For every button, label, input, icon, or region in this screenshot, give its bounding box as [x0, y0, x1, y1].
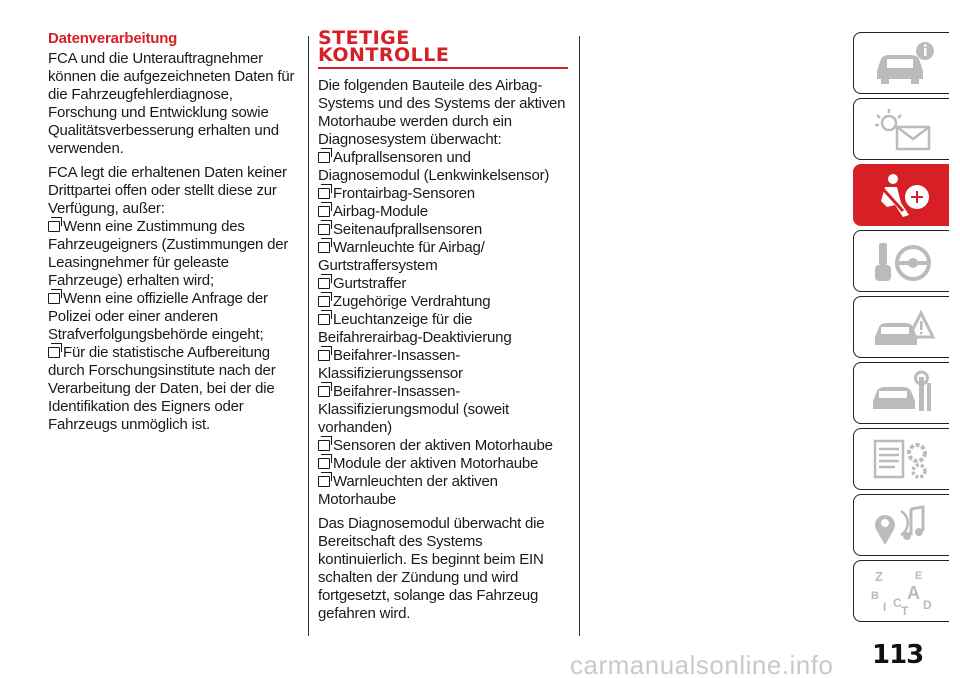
- bullet-icon: [318, 458, 330, 469]
- section-title: STETIGE KONTROLLE: [318, 27, 450, 66]
- bullet-icon: [318, 152, 330, 163]
- bullet-icon: [318, 440, 330, 451]
- bullet-icon: [318, 206, 330, 217]
- list-item: Beifahrer-Insassen-Klassifizierungsmodul (soweit vorhanden): [318, 383, 509, 436]
- multimedia-icon: [867, 501, 937, 549]
- paragraph: FCA legt die erhaltenen Daten keiner Drittpartei offen oder stellt diese zur Verfügung, außer:: [48, 164, 287, 217]
- bullet-icon: [318, 224, 330, 235]
- car-maintenance-icon: [867, 369, 937, 417]
- watermark: carmanualsonline.info: [570, 650, 834, 678]
- bullet-icon: [318, 296, 330, 307]
- column-divider: [308, 36, 309, 636]
- list-item: Zugehörige Verdrahtung: [318, 293, 573, 311]
- technical-data-icon: [867, 435, 937, 483]
- page-number: 113: [872, 640, 924, 670]
- list-item: Für die statistische Aufbereitung durch Forschungsinstitute nach der Verarbeitung der Daten, bei der die Identifikation des Eigners oder Fahrzeugs unmöglich ist.: [48, 344, 276, 433]
- index-letters-icon: [867, 567, 937, 615]
- list-item: Gurtstraffer: [318, 275, 573, 293]
- car-info-icon: [867, 39, 937, 87]
- bullet-icon: [318, 188, 330, 199]
- column-divider: [579, 36, 580, 636]
- list-item: Seitenaufprallsensoren: [318, 221, 573, 239]
- index-letter: E: [914, 570, 922, 582]
- tab-warning-lights[interactable]: [853, 98, 949, 160]
- index-letter: A: [906, 583, 920, 603]
- list-item: Wenn eine offizielle Anfrage der Polizei oder einer anderen Strafverfolgungsbehörde eingeht;: [48, 290, 268, 343]
- list-item: Frontairbag-Sensoren: [318, 185, 573, 203]
- bullet-icon: [318, 242, 330, 253]
- bullet-icon: [318, 386, 330, 397]
- left-column: [48, 30, 298, 434]
- key-steering-wheel-icon: [867, 237, 937, 285]
- list-item: Aufprallsensoren und Diagnosemodul (Lenkwinkelsensor): [318, 149, 550, 184]
- right-column: [318, 27, 573, 629]
- tab-key-steering[interactable]: [853, 230, 949, 292]
- bullet-icon: [48, 293, 60, 304]
- tab-multimedia[interactable]: [853, 494, 949, 556]
- index-letter: T: [900, 604, 908, 615]
- bullet-icon: [48, 221, 60, 232]
- list-item: Warnleuchte für Airbag/ Gurtstraffersystem: [318, 239, 485, 274]
- tab-airbag-seatbelt[interactable]: [853, 164, 949, 226]
- list-item: Leuchtanzeige für die Beifahrerairbag-Deaktivierung: [318, 311, 512, 346]
- bullet-icon: [318, 476, 330, 487]
- paragraph: Das Diagnosemodul überwacht die Bereitschaft des Systems kontinuierlich. Es beginnt beim EIN schalten der Zündung und wird fortgesetzt, solange das Fahrzeug gefahren wird.: [318, 515, 545, 622]
- chapter-tabs: [853, 32, 949, 626]
- bullet-icon: [48, 347, 60, 358]
- warning-lights-icon: [867, 105, 937, 153]
- tab-index[interactable]: [853, 560, 949, 622]
- tab-car-breakdown[interactable]: [853, 296, 949, 358]
- list-item: Sensoren der aktiven Motorhaube: [318, 437, 573, 455]
- index-letter: I: [882, 600, 886, 614]
- index-letter: C: [892, 596, 902, 610]
- list-item: Module der aktiven Motorhaube: [318, 455, 573, 473]
- list-item: Airbag-Module: [318, 203, 573, 221]
- car-breakdown-icon: [867, 303, 937, 351]
- bullet-icon: [318, 314, 330, 325]
- bullet-icon: [318, 350, 330, 361]
- tab-car-info[interactable]: [853, 32, 949, 94]
- tab-car-maintenance[interactable]: [853, 362, 949, 424]
- paragraph: FCA und die Unterauftragnehmer können die aufgezeichneten Daten für die Fahrzeugfehlerdiagnose, Forschung und Entwicklung sowie Qualitätsverbesserung erhalten und verwenden.: [48, 50, 295, 157]
- airbag-seatbelt-icon: [867, 171, 937, 219]
- list-item: Wenn eine Zustimmung des Fahrzeugeigners (Zustimmungen der Leasingnehmer für geleaste Fahrzeuge) erhalten wird;: [48, 218, 289, 289]
- index-letter: D: [922, 598, 932, 612]
- paragraph: Die folgenden Bauteile des Airbag-Systems und des Systems der aktiven Motorhaube werden durch ein Diagnosesystem überwacht:: [318, 77, 566, 148]
- list-item: Warnleuchten der aktiven Motorhaube: [318, 473, 498, 508]
- tab-technical-data[interactable]: [853, 428, 949, 490]
- index-letter: Z: [874, 569, 883, 584]
- section-heading: Datenverarbeitung: [48, 30, 178, 47]
- title-rule: [318, 67, 568, 69]
- list-item: Beifahrer-Insassen-Klassifizierungssensor: [318, 347, 463, 382]
- bullet-icon: [318, 278, 330, 289]
- index-letter: B: [870, 590, 879, 602]
